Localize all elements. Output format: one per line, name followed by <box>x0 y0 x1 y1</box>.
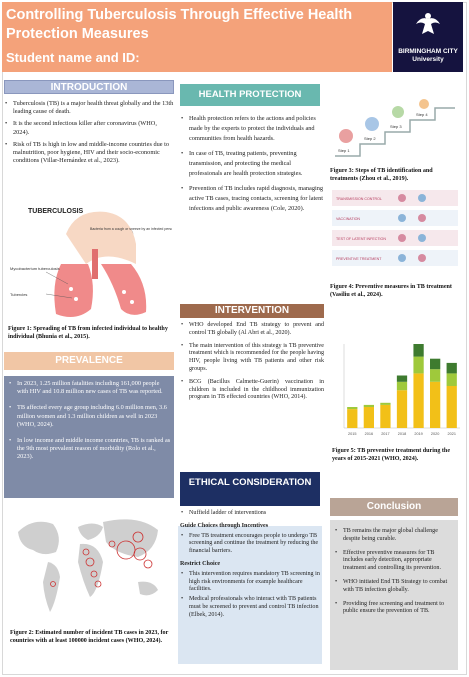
bar-2021-series-1 <box>447 373 457 386</box>
fig1-label-mycobacterium: Mycobacterium tuberculosis <box>10 266 60 271</box>
bar-2015-series-0 <box>347 409 357 428</box>
bar-2018-series-0 <box>397 390 407 428</box>
conclusion-heading: Conclusion <box>330 498 458 516</box>
figure4-caption: Figure 4: Preventive measures in TB treatment (Vasiliu et al., 2024). <box>330 284 452 298</box>
list-item: • Nuffield ladder of interventions <box>180 510 324 518</box>
bar-2017-series-0 <box>380 405 390 428</box>
crest-icon <box>413 10 443 40</box>
bar-2020-series-2 <box>430 359 440 370</box>
list-item: • TB remains the major global challenge despite being curable. <box>334 528 456 544</box>
bar-2019-series-1 <box>413 357 423 374</box>
bar-2018-series-1 <box>397 382 407 390</box>
bar-2016-series-1 <box>364 405 374 407</box>
fig1-label-bacteria: Bacteria from a cough or sneeze by an infected person <box>90 227 172 231</box>
list-item: • Tuberculosis (TB) is a major health threat globally and the 13th leading cause of death. <box>4 100 174 116</box>
fig1-label-tubercles: Tubercles <box>10 292 28 297</box>
step-4-label: Step 4 <box>416 112 428 117</box>
x-tick-label: 2021 <box>447 432 456 436</box>
steps-illustration <box>330 96 458 166</box>
figure1-caption: Figure 1: Spreading of TB from infected individual to healthy individual (Bhunia et al., 2015). <box>8 326 168 340</box>
bar-2021-series-0 <box>447 386 457 428</box>
bar-2017-series-1 <box>380 403 390 405</box>
tb-treatment-chart <box>334 340 462 442</box>
poster-title: Controlling Tuberculosis Through Effective Health Protection Measures <box>6 7 353 42</box>
x-tick-label: 2018 <box>397 432 407 436</box>
list-item: • Health protection refers to the actions and policies made by the experts to protect the individuals and communities from health hazards. <box>180 114 324 144</box>
prevalence-text <box>8 380 172 470</box>
fig4-row-preventive: PREVENTIVE TREATMENT <box>336 257 382 261</box>
health-protection-heading: HEALTH PROTECTION <box>180 84 320 106</box>
intervention-heading: INTERVENTION <box>180 304 324 318</box>
step-3-label: Step 3 <box>390 124 402 129</box>
world-map-illustration <box>8 502 168 626</box>
fig4-row-latent: TEST OF LATENT INFECTION <box>336 237 386 241</box>
list-item: • Risk of TB is high in low and middle-income countries due to malnutrition, poor hygiene, HIV and their socio-economic conditions (Villar-Hernández et al., 2023). <box>4 141 174 166</box>
ethical-subheading-restrict: Restrict Choice <box>180 560 221 567</box>
intervention-text <box>180 322 324 407</box>
figure5-caption: Figure 5: TB preventive treatment during the years of 2015-2021 (WHO, 2024). <box>332 448 451 462</box>
list-item: • The main intervention of this strategy is TB preventive treatment which is recommended for the people having HIV, people living with TB patients and other risk groups. <box>180 343 324 374</box>
x-tick-label: 2017 <box>381 432 390 436</box>
list-item: • In low income and middle income countries, TB is ranked as the 9th most prevalent reason of morbidity (Rolo et al., 2023). <box>8 437 172 462</box>
x-tick-label: 2020 <box>430 432 440 436</box>
figure3-caption: Figure 3: Steps of TB identification and treatments (Zhou et al., 2019). <box>330 168 433 182</box>
preventive-measures-figure <box>332 188 458 261</box>
list-item: • This intervention requires mandatory TB screening in high risk environments for example healthcare facilities. <box>180 571 324 594</box>
list-item: • TB affected every age group including 6.0 million men, 3.6 million women and 1.3 million children as well in 2023 (WHO, 2024). <box>8 404 172 429</box>
step-1-label: Step 1 <box>338 148 350 153</box>
introduction-text <box>4 100 174 169</box>
ethical-heading: ETHICAL CONSIDERATION <box>180 472 320 506</box>
x-tick-label: 2016 <box>364 432 374 436</box>
list-item: • In 2023, 1.25 million fatalities including 161,000 people with HIV and 10.8 million new cases of TB was reported. <box>8 380 172 396</box>
bar-2018-series-2 <box>397 376 407 382</box>
prevalence-heading: PREVALENCE <box>4 352 174 370</box>
list-item: • Free TB treatment encourages people to undergo TB screening and continue the treatment by reducing the financial barriers. <box>180 533 324 556</box>
x-tick-label: 2019 <box>414 432 423 436</box>
health-protection-text <box>180 114 324 219</box>
ethical-text <box>180 510 324 622</box>
fig4-row-vaccination: VACCINATION <box>336 217 361 221</box>
university-logo <box>393 2 463 72</box>
introduction-heading: INTRODUCTION <box>4 80 174 94</box>
poster-header <box>2 2 392 72</box>
list-item: • Medical professionals who interact with TB patients must be screened to prevent and control TB infection (Elbek, 2014). <box>180 596 324 619</box>
lungs-illustration <box>6 204 172 324</box>
x-tick-label: 2015 <box>348 432 357 436</box>
chart-svg <box>334 340 462 442</box>
bar-2020-series-1 <box>430 369 440 382</box>
preventive-illustration <box>332 188 458 280</box>
tb-lungs-figure <box>6 204 172 324</box>
list-item: • WHO developed End TB strategy to prevent and control TB globally (Al Abri et al., 2020). <box>180 322 324 338</box>
list-item: • Providing free screening and treatment to public ensure the prevention of TB. <box>334 601 456 617</box>
list-item: • Effective preventive measures for TB includes early detection, appropriate treatment and controlling its prevention. <box>334 550 456 573</box>
figure1-title: TUBERCULOSIS <box>28 208 84 215</box>
bar-2019-series-2 <box>413 344 423 357</box>
list-item: • BCG (Bacillus Calmette-Guerin) vaccination in children is included in the childhood immunization program in TB effected countries (WHO, 2014). <box>180 379 324 402</box>
list-item: • It is the second infectious killer after coronavirus (WHO, 2024). <box>4 120 174 136</box>
bar-2020-series-0 <box>430 382 440 428</box>
step-2-label: Step 2 <box>364 136 376 141</box>
ethical-subheading-incentives: Guide Choices through Incentives <box>180 522 269 529</box>
list-item: • Prevention of TB includes rapid diagnosis, managing active TB cases, tracing contacts, screening for latent infections and public awareness (Cole, 2020). <box>180 184 324 214</box>
bar-2021-series-2 <box>447 363 457 374</box>
bar-2016-series-0 <box>364 407 374 428</box>
list-item: • WHO initiated End TB Strategy to combat with TB infection globally. <box>334 579 456 595</box>
fig4-row-transmission: TRANSMISSION CONTROL <box>336 197 382 201</box>
student-info: Student name and ID: <box>6 50 140 65</box>
list-item: • In case of TB, treating patients, preventing transmission, and protecting the medical professionals are health protection strategies. <box>180 149 324 179</box>
conclusion-text <box>334 528 456 622</box>
figure2-caption: Figure 2: Estimated number of incident TB cases in 2023, for countries with at least 100000 incident cases (WHO, 2024). <box>10 630 169 644</box>
tb-steps-figure <box>330 96 458 166</box>
university-name: BIRMINGHAM CITY University <box>398 48 458 63</box>
bar-2015-series-1 <box>347 407 357 409</box>
bar-2019-series-0 <box>413 373 423 428</box>
world-map-figure <box>8 502 168 626</box>
